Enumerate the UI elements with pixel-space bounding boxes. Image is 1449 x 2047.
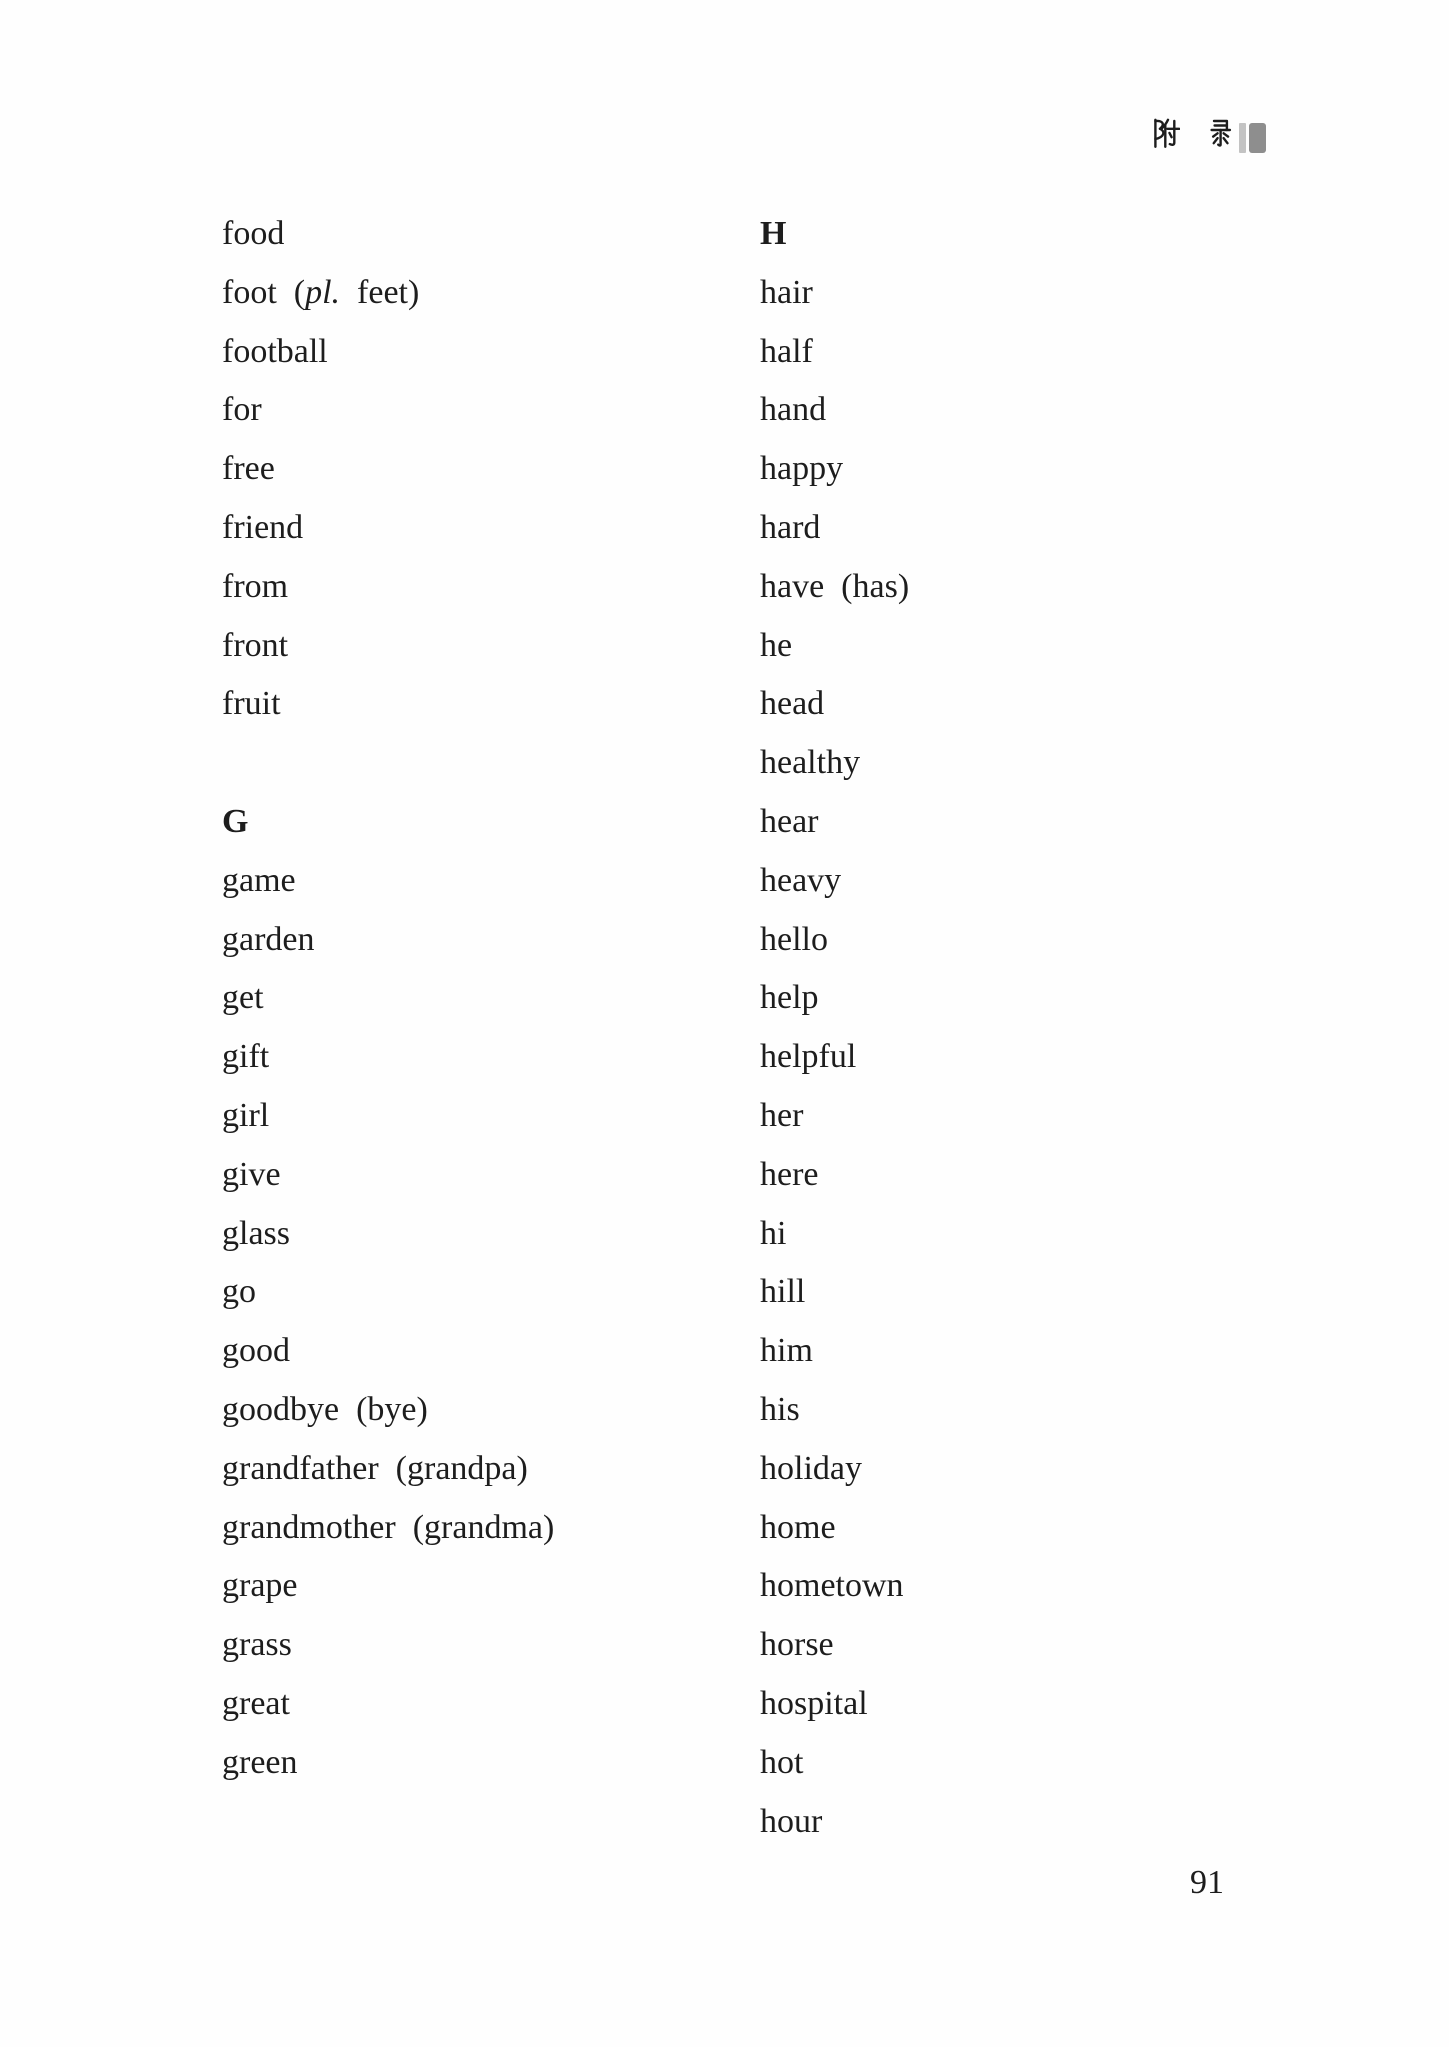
word-item: hello (760, 920, 828, 958)
word-item: glass (222, 1214, 290, 1252)
word-item: his (760, 1390, 800, 1428)
word-item: grandfather (grandpa) (222, 1449, 528, 1487)
word-item: from (222, 567, 289, 605)
word-item: grape (222, 1567, 298, 1605)
word-item: fruit (222, 685, 281, 723)
word-item: happy (760, 450, 844, 488)
word-item: her (760, 1096, 804, 1134)
word-item: holiday (760, 1449, 862, 1487)
word-item: hospital (760, 1684, 868, 1722)
word-item: heavy (760, 861, 842, 899)
word-item: food (222, 215, 285, 252)
header-accent-bar-light (1239, 123, 1246, 153)
word-item: friend (222, 508, 304, 546)
word-column-left (222, 205, 760, 1793)
page-number: 91 (1190, 1864, 1224, 1901)
word-item: good (222, 1332, 290, 1370)
word-item: healthy (760, 744, 861, 782)
word-item: horse (760, 1626, 834, 1664)
word-item: hometown (760, 1567, 904, 1605)
word-item: football (222, 332, 328, 370)
word-item: have (has) (760, 567, 910, 605)
word-item: hot (760, 1743, 804, 1781)
word-item: hear (760, 802, 819, 840)
word-item: grass (222, 1626, 292, 1664)
word-item: game (222, 861, 296, 899)
word-item: free (222, 450, 275, 488)
word-item: helpful (760, 1038, 857, 1076)
cjk-glyph-fu (1150, 118, 1180, 148)
word-item: hi (760, 1214, 787, 1252)
word-item: hour (760, 1802, 823, 1840)
word-item: gift (222, 1038, 270, 1076)
section-letter: G (222, 802, 249, 840)
word-item: hand (760, 391, 827, 429)
word-item: goodbye (bye) (222, 1390, 428, 1428)
word-item: green (222, 1743, 298, 1781)
word-item: here (760, 1155, 819, 1193)
cjk-glyph-lu (1205, 118, 1235, 148)
word-item: hill (760, 1273, 806, 1311)
word-item: girl (222, 1096, 270, 1134)
word-item: give (222, 1155, 281, 1193)
word-item: help (760, 979, 819, 1017)
header-accent-bar-dark (1249, 123, 1266, 153)
word-column-right (760, 205, 909, 1851)
word-list (222, 205, 909, 1851)
word-item: great (222, 1684, 290, 1722)
word-item: garden (222, 920, 315, 958)
word-item: get (222, 979, 264, 1017)
word-item: go (222, 1273, 256, 1311)
word-item: grandmother (grandma) (222, 1508, 555, 1546)
section-letter: H (760, 215, 787, 252)
word-item: home (760, 1508, 836, 1546)
word-item: hard (760, 508, 821, 546)
appendix-header (1150, 118, 1266, 153)
word-item: him (760, 1332, 813, 1370)
word-item: for (222, 391, 262, 429)
word-item: he (760, 626, 793, 664)
word-item: half (760, 332, 813, 370)
word-item: front (222, 626, 289, 664)
word-item: head (760, 685, 825, 723)
word-item: hair (760, 273, 813, 311)
word-item: foot (pl. feet) (222, 273, 420, 311)
